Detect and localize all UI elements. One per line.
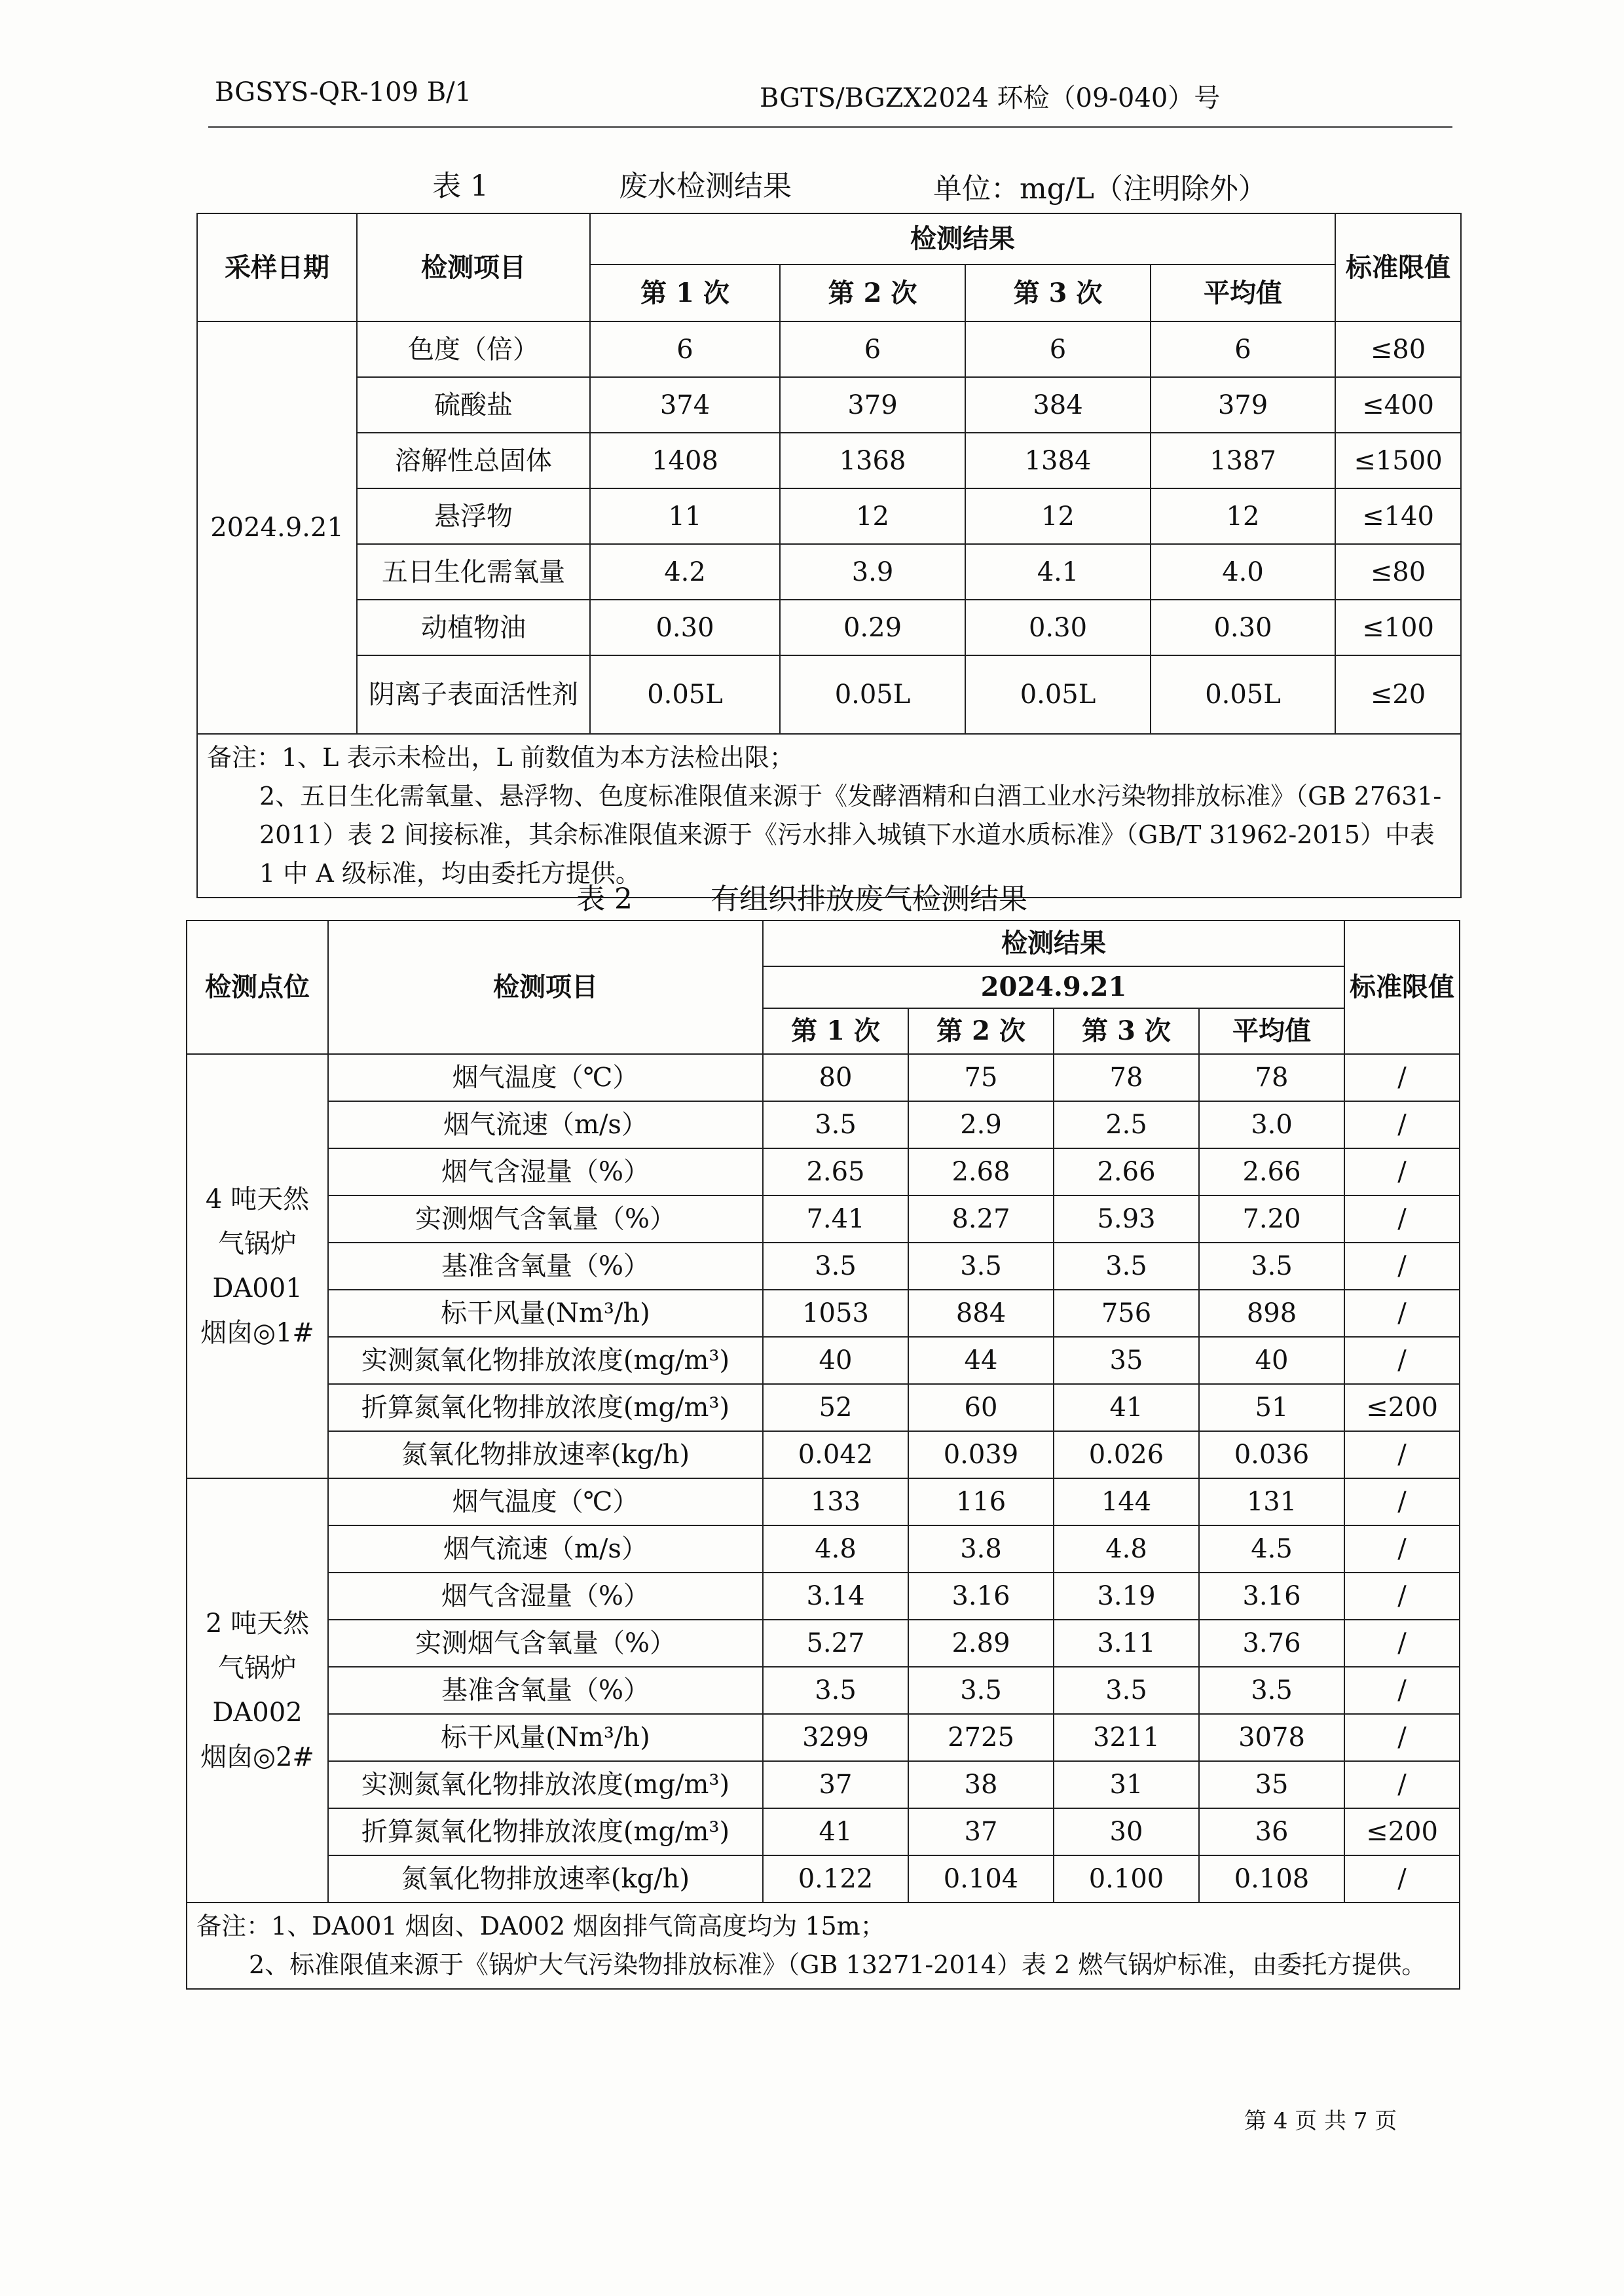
standard-limit: / [1344,1855,1460,1903]
result-round-1: 374 [590,377,780,433]
header-round-1: 第 1 次 [590,264,780,321]
result-round-3: 78 [1054,1054,1199,1101]
table-row [187,1101,1460,1148]
table-row [187,1195,1460,1243]
doc-code: BGSYS-QR-109 B/1 [215,77,472,107]
standard-limit: / [1344,1667,1460,1714]
result-round-3: 0.30 [965,600,1151,655]
result-round-1: 3.14 [763,1573,908,1620]
result-average: 0.30 [1151,600,1335,655]
result-round-3: 0.026 [1054,1431,1199,1478]
table-row [187,1243,1460,1290]
table1-note-1: 备注：1、L 表示未检出，L 前数值为本方法检出限； [207,743,794,772]
result-round-2: 12 [780,488,965,544]
result-average: 4.0 [1151,544,1335,600]
test-item: 实测烟气含氧量（%） [328,1195,763,1243]
result-round-3: 3.19 [1054,1573,1199,1620]
result-round-1: 40 [763,1337,908,1384]
header-monitoring-point: 检测点位 [187,920,328,1054]
standard-limit: ≤1500 [1335,433,1461,488]
table2-note-2: 2、标准限值来源于《锅炉大气污染物排放标准》（GB 13271-2014）表 2 燃气锅炉标准，由委托方提供。 [249,1950,1427,1979]
result-average: 40 [1199,1337,1344,1384]
result-average: 7.20 [1199,1195,1344,1243]
result-average: 0.036 [1199,1431,1344,1478]
table-row [197,655,1461,734]
result-average: 12 [1151,488,1335,544]
header-round-2: 第 2 次 [908,1008,1054,1054]
test-item: 实测氮氧化物排放浓度(mg/m³) [328,1337,763,1384]
test-item: 基准含氧量（%） [328,1667,763,1714]
result-round-3: 5.93 [1054,1195,1199,1243]
table1-caption-unit: 单位：mg/L（注明除外） [933,172,1267,206]
result-round-2: 0.104 [908,1855,1054,1903]
monitoring-point [187,1478,328,1903]
standard-limit: / [1344,1431,1460,1478]
standard-limit: / [1344,1195,1460,1243]
standard-limit: / [1344,1290,1460,1337]
standard-limit: ≤400 [1335,377,1461,433]
result-round-1: 3299 [763,1714,908,1761]
result-round-2: 0.05L [780,655,965,734]
table1-notes [197,734,1461,898]
table-row [187,1714,1460,1761]
test-item: 折算氮氧化物排放浓度(mg/m³) [328,1808,763,1855]
result-round-1: 5.27 [763,1620,908,1667]
table1-caption-number: 表 1 [432,170,489,203]
header-rule [208,126,1452,128]
standard-limit: / [1344,1525,1460,1573]
test-item: 悬浮物 [357,488,590,544]
table-row [187,1808,1460,1855]
test-item: 阴离子表面活性剂 [357,655,590,734]
test-item: 实测烟气含氧量（%） [328,1620,763,1667]
result-average: 898 [1199,1290,1344,1337]
test-item: 折算氮氧化物排放浓度(mg/m³) [328,1384,763,1431]
standard-limit: ≤200 [1344,1384,1460,1431]
result-round-1: 37 [763,1761,908,1808]
result-round-3: 0.100 [1054,1855,1199,1903]
result-average: 0.05L [1151,655,1335,734]
test-item: 实测氮氧化物排放浓度(mg/m³) [328,1761,763,1808]
test-item: 基准含氧量（%） [328,1243,763,1290]
result-round-1: 41 [763,1808,908,1855]
result-round-3: 31 [1054,1761,1199,1808]
header-test-result: 检测结果 [763,920,1344,966]
table-row [197,488,1461,544]
result-average: 3.16 [1199,1573,1344,1620]
result-round-2: 2.9 [908,1101,1054,1148]
test-item: 标干风量(Nm³/h) [328,1290,763,1337]
result-round-2: 2.89 [908,1620,1054,1667]
table-row [197,600,1461,655]
page-number: 第 4 页 共 7 页 [1244,2108,1397,2134]
header-average: 平均值 [1151,264,1335,321]
test-item: 烟气温度（℃） [328,1054,763,1101]
test-item: 动植物油 [357,600,590,655]
result-round-2: 3.16 [908,1573,1054,1620]
header-date: 2024.9.21 [763,966,1344,1008]
result-round-1: 4.8 [763,1525,908,1573]
header-test-item: 检测项目 [328,920,763,1054]
header-sampling-date: 采样日期 [197,213,357,321]
table-row [187,1431,1460,1478]
standard-limit: / [1344,1573,1460,1620]
result-round-1: 80 [763,1054,908,1101]
result-round-1: 4.2 [590,544,780,600]
monitoring-point-line: 烟囱◎2# [200,1742,314,1772]
table-row [187,1667,1460,1714]
result-round-2: 3.5 [908,1243,1054,1290]
monitoring-point-line: 气锅炉 [218,1653,297,1683]
standard-limit: / [1344,1620,1460,1667]
standard-limit: ≤80 [1335,544,1461,600]
table-row [187,1337,1460,1384]
table-row [187,1478,1460,1525]
table-row [187,1525,1460,1573]
table-row [187,1855,1460,1903]
result-average: 6 [1151,321,1335,377]
result-average: 3.0 [1199,1101,1344,1148]
result-round-2: 38 [908,1761,1054,1808]
result-round-2: 6 [780,321,965,377]
header-round-2: 第 2 次 [780,264,965,321]
wastewater-table [196,213,1462,898]
header-standard-limit: 标准限值 [1335,213,1461,321]
result-average: 3.76 [1199,1620,1344,1667]
result-average: 379 [1151,377,1335,433]
result-round-1: 2.65 [763,1148,908,1195]
result-average: 3.5 [1199,1243,1344,1290]
result-round-3: 384 [965,377,1151,433]
standard-limit: ≤140 [1335,488,1461,544]
result-average: 2.66 [1199,1148,1344,1195]
result-round-1: 3.5 [763,1243,908,1290]
standard-limit: / [1344,1761,1460,1808]
result-round-2: 3.8 [908,1525,1054,1573]
monitoring-point-line: DA001 [212,1273,303,1303]
table-row [187,1054,1460,1101]
monitoring-point-line: 2 吨天然 [205,1609,310,1639]
table2-caption-title: 有组织排放废气检测结果 [710,883,1027,916]
standard-limit: ≤20 [1335,655,1461,734]
table1-note-2: 2、五日生化需氧量、悬浮物、色度标准限值来源于《发酵酒精和白酒工业水污染物排放标准》（GB 27631-2011）表 2 间接标准，其余标准限值来源于《污水排入城镇下水道水质标准》（GB/T 31962-2015）中表 1 中 A 级标准，均由委托方提供。 [259,781,1442,888]
result-round-1: 11 [590,488,780,544]
table-row [187,1761,1460,1808]
result-average: 131 [1199,1478,1344,1525]
result-round-3: 0.05L [965,655,1151,734]
result-round-1: 0.042 [763,1431,908,1478]
exhaust-gas-table [186,920,1460,1990]
test-item: 氮氧化物排放速率(kg/h) [328,1431,763,1478]
result-average: 3078 [1199,1714,1344,1761]
result-round-3: 2.5 [1054,1101,1199,1148]
table2-caption-number: 表 2 [576,883,633,916]
result-round-2: 37 [908,1808,1054,1855]
result-round-2: 3.9 [780,544,965,600]
standard-limit: / [1344,1478,1460,1525]
result-round-3: 30 [1054,1808,1199,1855]
result-round-2: 8.27 [908,1195,1054,1243]
test-item: 烟气流速（m/s） [328,1101,763,1148]
table-row [187,1573,1460,1620]
table-row [187,1148,1460,1195]
result-average: 4.5 [1199,1525,1344,1573]
table-row [197,433,1461,488]
result-average: 78 [1199,1054,1344,1101]
result-round-3: 4.1 [965,544,1151,600]
result-round-1: 7.41 [763,1195,908,1243]
result-round-1: 3.5 [763,1667,908,1714]
header-average: 平均值 [1199,1008,1344,1054]
result-round-3: 3.11 [1054,1620,1199,1667]
test-item: 硫酸盐 [357,377,590,433]
result-round-1: 133 [763,1478,908,1525]
header-standard-limit: 标准限值 [1344,920,1460,1054]
standard-limit: / [1344,1101,1460,1148]
monitoring-point-line: 气锅炉 [218,1229,297,1259]
result-round-2: 75 [908,1054,1054,1101]
result-round-2: 60 [908,1384,1054,1431]
table-row [197,377,1461,433]
table2-notes [187,1903,1460,1989]
test-item: 氮氧化物排放速率(kg/h) [328,1855,763,1903]
result-average: 0.108 [1199,1855,1344,1903]
test-item: 烟气流速（m/s） [328,1525,763,1573]
result-round-1: 6 [590,321,780,377]
standard-limit: / [1344,1243,1460,1290]
report-number: BGTS/BGZX2024 环检（09-040）号 [760,83,1221,113]
test-item: 溶解性总固体 [357,433,590,488]
result-round-3: 4.8 [1054,1525,1199,1573]
result-round-3: 2.66 [1054,1148,1199,1195]
result-round-2: 116 [908,1478,1054,1525]
table-row [187,1290,1460,1337]
result-round-3: 12 [965,488,1151,544]
result-round-2: 3.5 [908,1667,1054,1714]
result-round-1: 0.30 [590,600,780,655]
test-item: 烟气含湿量（%） [328,1573,763,1620]
monitoring-point [187,1054,328,1478]
table2-note-1: 备注：1、DA001 烟囱、DA002 烟囱排气筒高度均为 15m； [196,1912,885,1941]
result-round-3: 3.5 [1054,1667,1199,1714]
test-item: 烟气含湿量（%） [328,1148,763,1195]
result-round-2: 0.29 [780,600,965,655]
standard-limit: / [1344,1714,1460,1761]
table-row [187,1384,1460,1431]
monitoring-point-line: 4 吨天然 [205,1184,310,1214]
standard-limit: ≤200 [1344,1808,1460,1855]
result-round-1: 0.122 [763,1855,908,1903]
result-round-3: 144 [1054,1478,1199,1525]
result-round-2: 2.68 [908,1148,1054,1195]
result-round-3: 3211 [1054,1714,1199,1761]
result-round-3: 41 [1054,1384,1199,1431]
test-item: 烟气温度（℃） [328,1478,763,1525]
header-test-result: 检测结果 [590,213,1335,264]
result-round-2: 379 [780,377,965,433]
result-round-2: 44 [908,1337,1054,1384]
header-round-1: 第 1 次 [763,1008,908,1054]
result-round-3: 6 [965,321,1151,377]
result-average: 3.5 [1199,1667,1344,1714]
result-round-3: 3.5 [1054,1243,1199,1290]
header-round-3: 第 3 次 [1054,1008,1199,1054]
result-round-2: 884 [908,1290,1054,1337]
test-item: 色度（倍） [357,321,590,377]
monitoring-point-line: 烟囱◎1# [200,1318,314,1348]
result-round-3: 35 [1054,1337,1199,1384]
table-row [197,321,1461,377]
result-round-3: 1384 [965,433,1151,488]
table-row [187,1620,1460,1667]
result-round-3: 756 [1054,1290,1199,1337]
test-item: 五日生化需氧量 [357,544,590,600]
table1-caption-title: 废水检测结果 [619,170,792,203]
standard-limit: / [1344,1148,1460,1195]
result-average: 51 [1199,1384,1344,1431]
standard-limit: / [1344,1054,1460,1101]
header-round-3: 第 3 次 [965,264,1151,321]
result-round-1: 0.05L [590,655,780,734]
result-round-1: 1408 [590,433,780,488]
standard-limit: / [1344,1337,1460,1384]
result-average: 35 [1199,1761,1344,1808]
test-item: 标干风量(Nm³/h) [328,1714,763,1761]
header-test-item: 检测项目 [357,213,590,321]
result-round-1: 52 [763,1384,908,1431]
table-row [197,544,1461,600]
result-round-2: 2725 [908,1714,1054,1761]
result-round-1: 3.5 [763,1101,908,1148]
result-average: 36 [1199,1808,1344,1855]
standard-limit: ≤100 [1335,600,1461,655]
monitoring-point-line: DA002 [212,1698,303,1728]
result-average: 1387 [1151,433,1335,488]
result-round-1: 1053 [763,1290,908,1337]
result-round-2: 0.039 [908,1431,1054,1478]
result-round-2: 1368 [780,433,965,488]
standard-limit: ≤80 [1335,321,1461,377]
sampling-date: 2024.9.21 [197,321,357,734]
